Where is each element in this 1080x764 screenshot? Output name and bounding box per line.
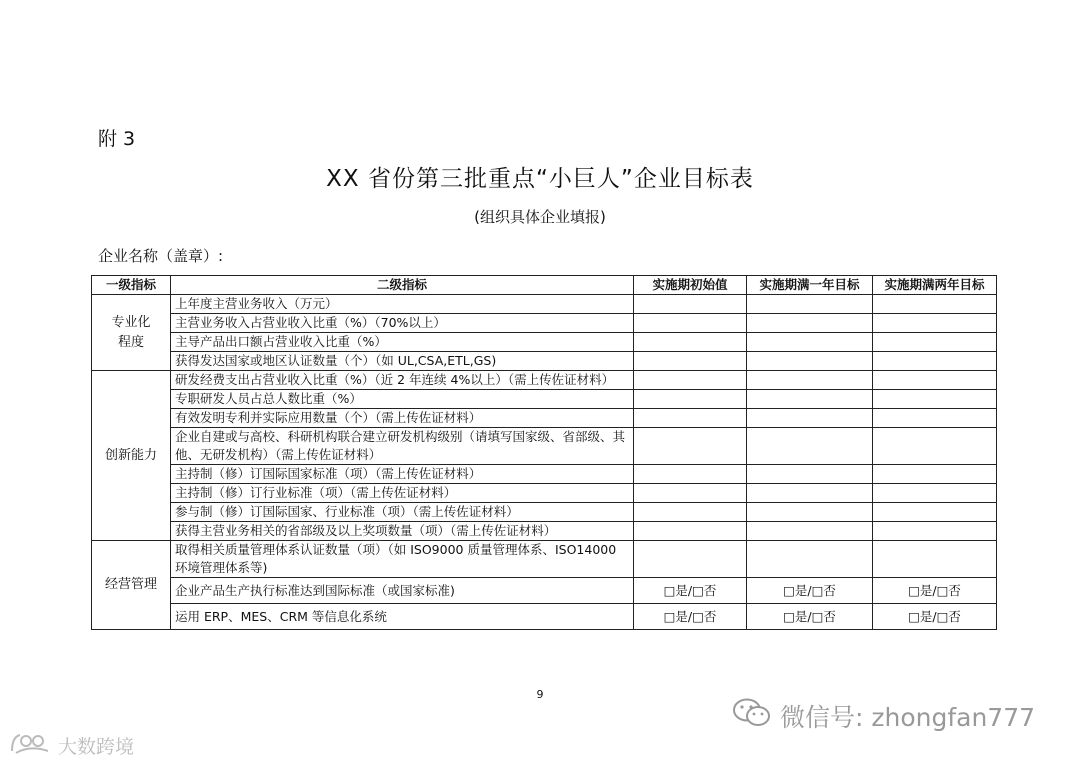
document-title: XX 省份第三批重点“小巨人”企业目标表 xyxy=(326,166,754,192)
header-level1: 一级指标 xyxy=(92,276,171,295)
indicator-cell: 专职研发人员占总人数比重（%） xyxy=(171,390,634,409)
yes-no-checkbox[interactable]: □是/□否 xyxy=(873,578,997,604)
one-year-target-cell[interactable] xyxy=(747,352,873,371)
two-year-target-cell[interactable] xyxy=(873,428,997,465)
document-subtitle: (组织具体企业填报) xyxy=(474,208,606,226)
indicator-cell: 运用 ERP、MES、CRM 等信息化系统 xyxy=(171,604,634,630)
initial-value-cell[interactable] xyxy=(634,352,747,371)
table-row xyxy=(92,428,997,465)
table-row xyxy=(92,333,997,352)
initial-value-cell[interactable] xyxy=(634,522,747,541)
two-year-target-cell[interactable] xyxy=(873,503,997,522)
one-year-target-cell[interactable] xyxy=(747,428,873,465)
category-specialization: 专业化 程度 xyxy=(92,295,171,371)
table-row xyxy=(92,371,997,390)
company-name-label: 企业名称（盖章）: xyxy=(98,247,224,265)
target-table xyxy=(91,275,997,630)
table-row xyxy=(92,484,997,503)
header-one-year-target: 实施期满一年目标 xyxy=(747,276,873,295)
one-year-target-cell[interactable] xyxy=(747,390,873,409)
indicator-cell: 主营业务收入占营业收入比重（%）（70%以上） xyxy=(171,314,634,333)
one-year-target-cell[interactable] xyxy=(747,522,873,541)
indicator-cell: 主持制（修）订行业标准（项）（需上传佐证材料） xyxy=(171,484,634,503)
table-row xyxy=(92,390,997,409)
header-initial-value: 实施期初始值 xyxy=(634,276,747,295)
two-year-target-cell[interactable] xyxy=(873,390,997,409)
indicator-cell: 获得主营业务相关的省部级及以上奖项数量（项）（需上传佐证材料） xyxy=(171,522,634,541)
table-row xyxy=(92,604,997,630)
page-number: 9 xyxy=(536,688,544,701)
table-row xyxy=(92,352,997,371)
two-year-target-cell[interactable] xyxy=(873,352,997,371)
initial-value-cell[interactable] xyxy=(634,333,747,352)
two-year-target-cell[interactable] xyxy=(873,465,997,484)
two-year-target-cell[interactable] xyxy=(873,541,997,578)
one-year-target-cell[interactable] xyxy=(747,465,873,484)
wechat-icon xyxy=(732,697,780,735)
watermark-brand-text: 大数跨境 xyxy=(58,736,135,758)
table-row xyxy=(92,295,997,314)
initial-value-cell[interactable] xyxy=(634,390,747,409)
category-management: 经营管理 xyxy=(92,541,171,630)
initial-value-cell[interactable] xyxy=(634,428,747,465)
initial-value-cell[interactable] xyxy=(634,371,747,390)
table-row xyxy=(92,314,997,333)
indicator-cell: 企业产品生产执行标准达到国际标准（或国家标准) xyxy=(171,578,634,604)
table-row xyxy=(92,522,997,541)
yes-no-checkbox[interactable]: □是/□否 xyxy=(747,578,873,604)
table-row xyxy=(92,409,997,428)
indicator-cell: 主导产品出口额占营业收入比重（%） xyxy=(171,333,634,352)
one-year-target-cell[interactable] xyxy=(747,371,873,390)
initial-value-cell[interactable] xyxy=(634,503,747,522)
indicator-cell: 研发经费支出占营业收入比重（%）（近 2 年连续 4%以上）（需上传佐证材料） xyxy=(171,371,634,390)
appendix-label: 附 3 xyxy=(98,128,136,150)
category-innovation: 创新能力 xyxy=(92,371,171,541)
yes-no-checkbox[interactable]: □是/□否 xyxy=(634,604,747,630)
two-year-target-cell[interactable] xyxy=(873,333,997,352)
two-year-target-cell[interactable] xyxy=(873,314,997,333)
indicator-cell: 有效发明专利并实际应用数量（个）（需上传佐证材料） xyxy=(171,409,634,428)
table-row xyxy=(92,541,997,578)
one-year-target-cell[interactable] xyxy=(747,314,873,333)
table-row xyxy=(92,503,997,522)
indicator-cell: 主持制（修）订国际国家标准（项）（需上传佐证材料） xyxy=(171,465,634,484)
watermark-wechat-text: 微信号: zhongfan777 xyxy=(780,703,1036,732)
table-header-row xyxy=(92,276,997,295)
watermark-wechat xyxy=(732,697,1035,735)
initial-value-cell[interactable] xyxy=(634,295,747,314)
table-row xyxy=(92,465,997,484)
one-year-target-cell[interactable] xyxy=(747,541,873,578)
one-year-target-cell[interactable] xyxy=(747,333,873,352)
initial-value-cell[interactable] xyxy=(634,465,747,484)
two-year-target-cell[interactable] xyxy=(873,295,997,314)
indicator-cell: 上年度主营业务收入（万元） xyxy=(171,295,634,314)
one-year-target-cell[interactable] xyxy=(747,484,873,503)
table-row xyxy=(92,578,997,604)
one-year-target-cell[interactable] xyxy=(747,295,873,314)
initial-value-cell[interactable] xyxy=(634,409,747,428)
initial-value-cell[interactable] xyxy=(634,541,747,578)
indicator-cell: 参与制（修）订国际国家、行业标准（项）（需上传佐证材料） xyxy=(171,503,634,522)
brand-logo-icon xyxy=(8,731,58,760)
initial-value-cell[interactable] xyxy=(634,314,747,333)
one-year-target-cell[interactable] xyxy=(747,409,873,428)
header-two-year-target: 实施期满两年目标 xyxy=(873,276,997,295)
indicator-cell: 取得相关质量管理体系认证数量（项）（如 ISO9000 质量管理体系、ISO14000 环境管理体系等) xyxy=(171,541,634,578)
header-level2: 二级指标 xyxy=(171,276,634,295)
two-year-target-cell[interactable] xyxy=(873,371,997,390)
initial-value-cell[interactable] xyxy=(634,484,747,503)
one-year-target-cell[interactable] xyxy=(747,503,873,522)
two-year-target-cell[interactable] xyxy=(873,484,997,503)
watermark-brand xyxy=(8,731,134,760)
indicator-cell: 企业自建或与高校、科研机构联合建立研发机构级别（请填写国家级、省部级、其他、无研发机构）（需上传佐证材料） xyxy=(171,428,634,465)
indicator-cell: 获得发达国家或地区认证数量（个）（如 UL,CSA,ETL,GS) xyxy=(171,352,634,371)
yes-no-checkbox[interactable]: □是/□否 xyxy=(634,578,747,604)
two-year-target-cell[interactable] xyxy=(873,522,997,541)
two-year-target-cell[interactable] xyxy=(873,409,997,428)
yes-no-checkbox[interactable]: □是/□否 xyxy=(873,604,997,630)
yes-no-checkbox[interactable]: □是/□否 xyxy=(747,604,873,630)
